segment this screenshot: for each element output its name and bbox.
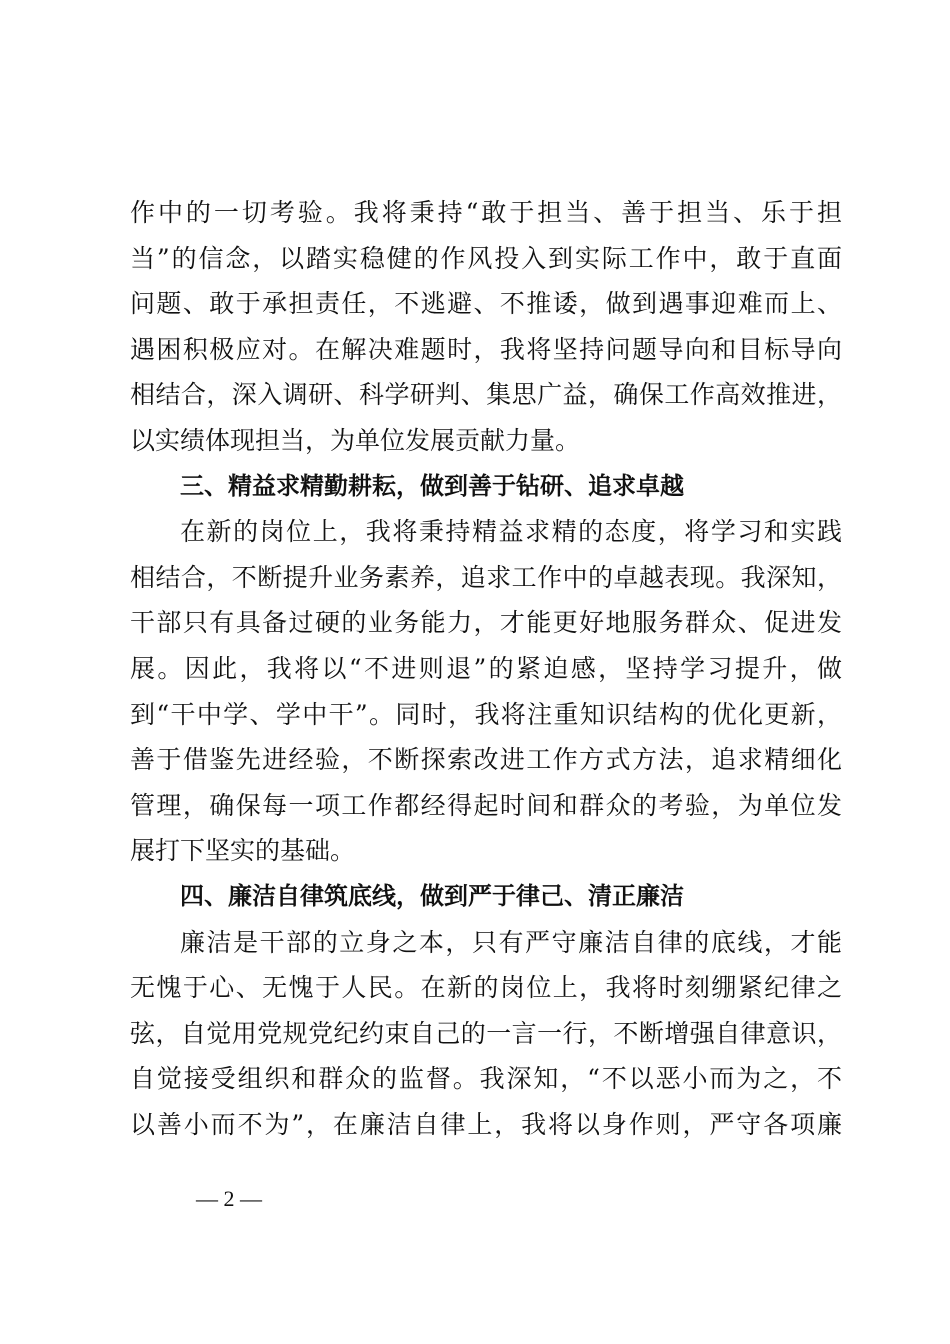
text-line: 善于借鉴先进经验，不断探索改进工作方式方法，追求精细化 xyxy=(130,745,842,775)
paragraph-first-line: 廉洁是干部的立身之本，只有严守廉洁自律的底线，才能 xyxy=(180,927,842,957)
text-line: 管理，确保每一项工作都经得起时间和群众的考验，为单位发 xyxy=(130,790,842,820)
text-line: 自觉接受组织和群众的监督。我深知，“不以恶小而为之，不 xyxy=(130,1064,842,1094)
text-line: 遇困积极应对。在解决难题时，我将坚持问题导向和目标导向 xyxy=(130,334,842,364)
text-line: 干部只有具备过硬的业务能力，才能更好地服务群众、促进发 xyxy=(130,608,842,638)
document-body xyxy=(130,190,842,1147)
text-line: 问题、敢于承担责任，不逃避、不推诿，做到遇事迎难而上、 xyxy=(130,289,842,319)
section-heading-3: 三、精益求精勤耕耘，做到善于钻研、追求卓越 xyxy=(180,471,684,500)
page-number: — 2 — xyxy=(196,1186,262,1211)
text-line: 无愧于心、无愧于人民。在新的岗位上，我将时刻绷紧纪律之 xyxy=(130,973,842,1003)
section-heading-4: 四、廉洁自律筑底线，做到严于律己、清正廉洁 xyxy=(180,881,684,910)
text-line: 展。因此，我将以“不进则退”的紧迫感，坚持学习提升，做 xyxy=(130,653,842,683)
text-line: 相结合，不断提升业务素养，追求工作中的卓越表现。我深知， xyxy=(130,562,842,592)
text-line: 相结合，深入调研、科学研判、集思广益，确保工作高效推进， xyxy=(130,380,842,410)
paragraph-first-line: 在新的岗位上，我将秉持精益求精的态度，将学习和实践 xyxy=(180,517,842,547)
text-line: 以善小而不为”，在廉洁自律上，我将以身作则，严守各项廉 xyxy=(130,1109,842,1139)
text-line: 作中的一切考验。我将秉持“敢于担当、善于担当、乐于担 xyxy=(130,198,842,227)
text-line: 以实绩体现担当，为单位发展贡献力量。 xyxy=(130,425,581,455)
text-line: 到“干中学、学中干”。同时，我将注重知识结构的优化更新， xyxy=(130,699,842,729)
text-line: 展打下坚实的基础。 xyxy=(130,836,356,866)
text-line: 弦，自觉用党规党纪约束自己的一言一行，不断增强自律意识， xyxy=(130,1018,842,1048)
text-line: 当”的信念，以踏实稳健的作风投入到实际工作中，敢于直面 xyxy=(130,243,842,273)
